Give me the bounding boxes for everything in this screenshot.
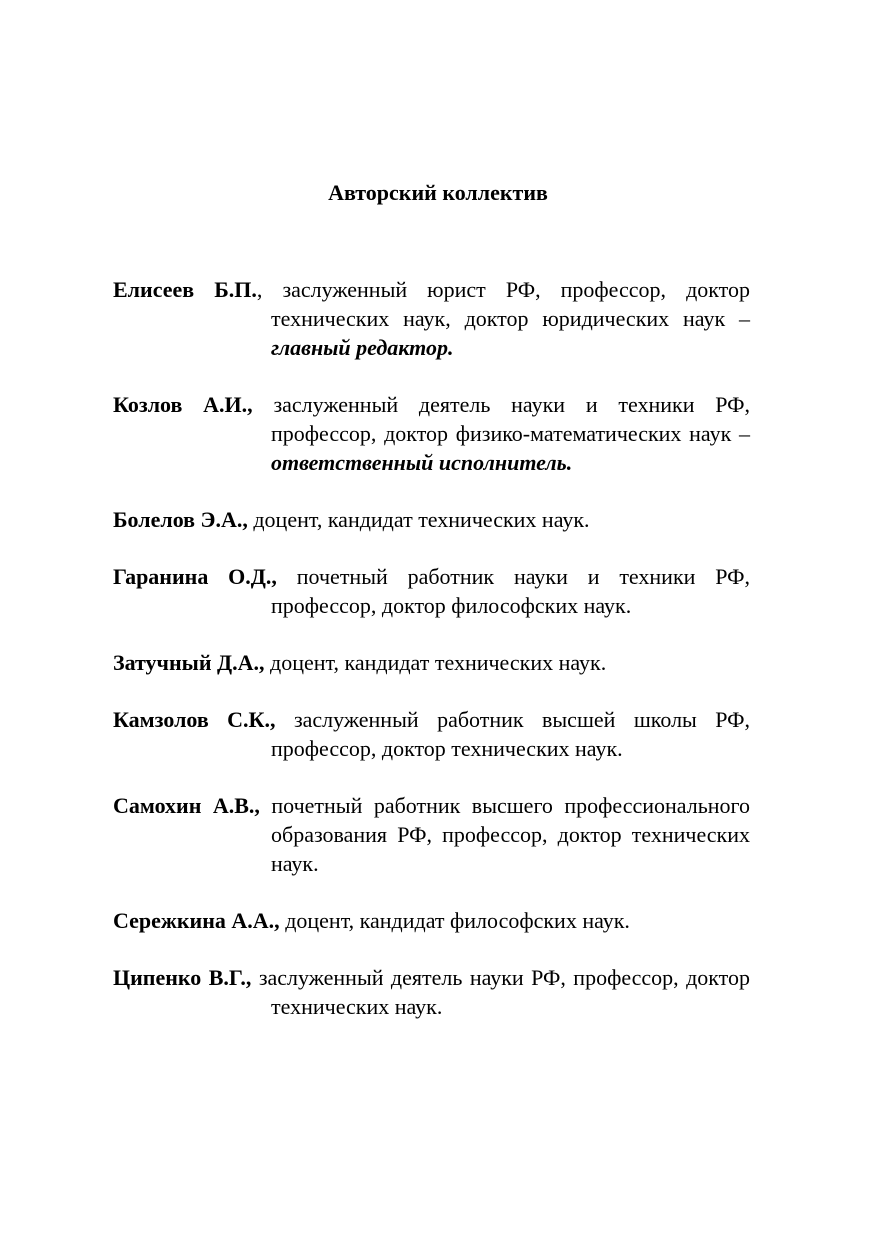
author-description: почетный работник науки и техники РФ, профессор, доктор философских наук. — [271, 564, 750, 618]
author-description: доцент, кандидат технических наук. — [270, 650, 607, 675]
author-name: Сережкина А.А., — [113, 908, 280, 933]
author-entry: Елисеев Б.П., заслуженный юрист РФ, профессор, доктор технических наук, доктор юридических наук – главный редактор. — [113, 277, 750, 360]
author-description: почетный работник высшего профессионального образования РФ, профессор, доктор технических наук. — [271, 793, 751, 876]
author-name: Елисеев Б.П. — [113, 277, 257, 302]
author-entry — [113, 791, 750, 878]
author-entry — [113, 562, 750, 620]
author-description: доцент, кандидат технических наук. — [253, 507, 590, 532]
author-entry — [113, 648, 750, 677]
author-entry — [113, 390, 750, 477]
author-entry — [113, 705, 750, 763]
author-entry — [113, 906, 750, 935]
page-title: Авторский коллектив — [328, 180, 548, 205]
author-name: Камзолов С.К., — [113, 707, 276, 732]
author-name: Самохин А.В., — [113, 793, 260, 818]
author-description: заслуженный деятель науки РФ, профессор, доктор технических наук. — [258, 965, 750, 1019]
author-role: ответственный исполнитель. — [271, 450, 573, 475]
author-list — [113, 275, 750, 1049]
author-role: главный редактор. — [271, 335, 454, 360]
author-name: Ципенко В.Г., — [113, 965, 252, 990]
author-name: Болелов Э.А., — [113, 507, 248, 532]
author-description: доцент, кандидат философских наук. — [285, 908, 630, 933]
author-description: заслуженный деятель науки и техники РФ, профессор, доктор физико-математических наук – — [271, 392, 750, 446]
author-name: Затучный Д.А., — [113, 650, 265, 675]
author-entry — [113, 505, 750, 534]
author-entry — [113, 963, 750, 1021]
author-description: заслуженный юрист РФ, профессор, доктор технических наук, доктор юридических наук – — [271, 277, 750, 331]
author-name: Гаранина О.Д., — [113, 564, 277, 589]
author-name: Козлов А.И., — [113, 392, 253, 417]
author-description: заслуженный работник высшей школы РФ, профессор, доктор технических наук. — [271, 707, 750, 761]
